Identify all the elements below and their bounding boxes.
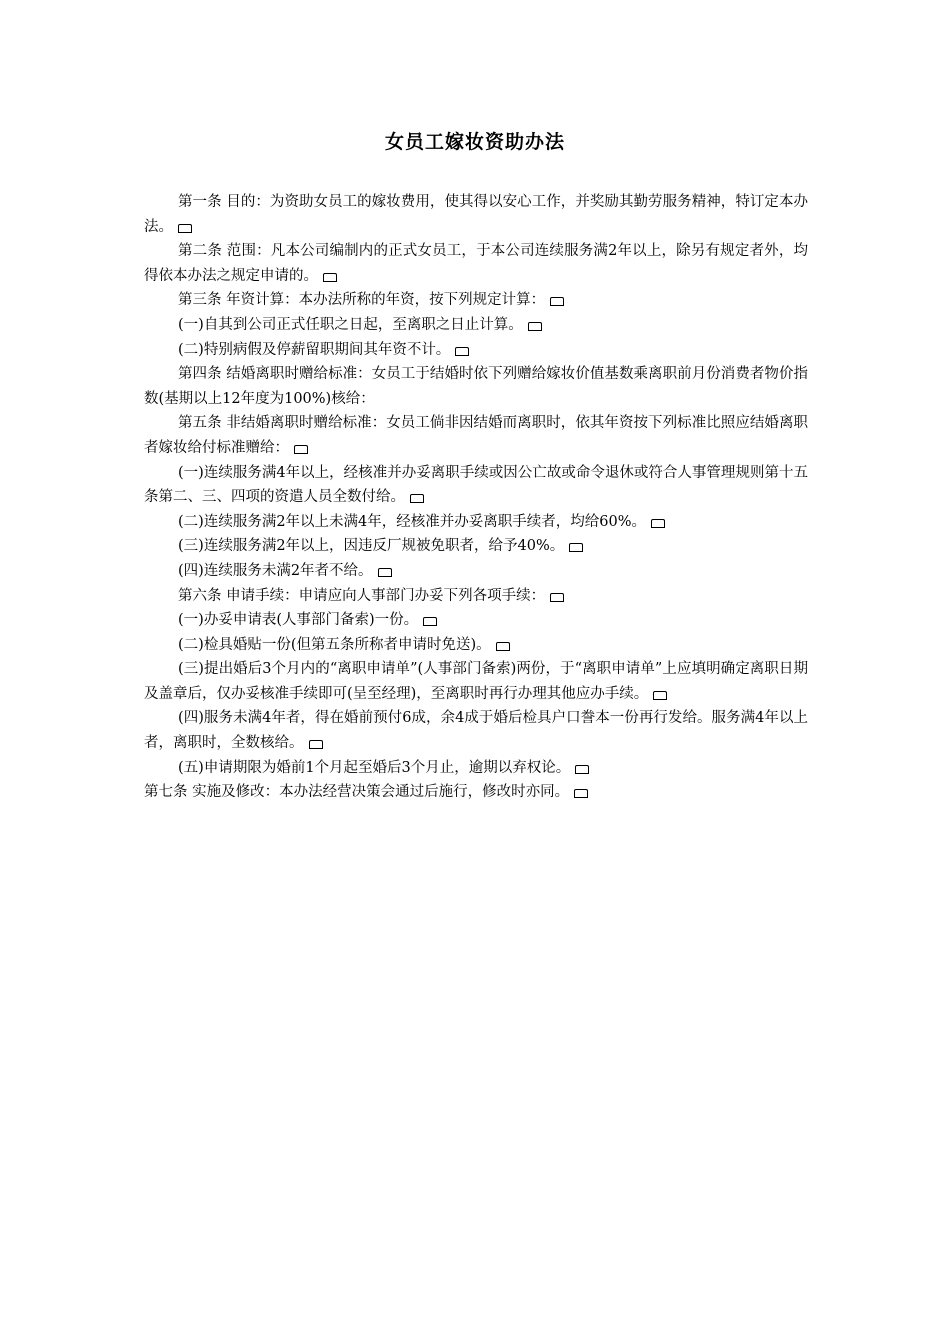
article-6-item-4-text: (四)服务未满4年者，得在婚前预付6成，余4成于婚后检具户口誊本一份再行发给。服务满4年以上者，离职时，全数核给。 — [144, 710, 808, 752]
article-7-text: 第七条 实施及修改：本办法经营决策会通过后施行，修改时亦同。 — [144, 784, 570, 801]
paragraph-mark-icon — [574, 789, 588, 797]
paragraph-mark-icon — [178, 224, 192, 232]
article-6-item-1-text: (一)办妥申请表(人事部门备索)一份。 — [178, 612, 419, 629]
article-4-text: 第四条 结婚离职时赠给标准：女员工于结婚时依下列赠给嫁妆价值基数乘离职前月份消费者物价指数(基期以上12年度为100%)核给： — [144, 366, 808, 407]
article-4 — [144, 362, 808, 411]
paragraph-mark-icon — [569, 543, 583, 551]
article-5-item-4 — [144, 559, 808, 584]
article-2-text: 第二条 范围：凡本公司编制内的正式女员工，于本公司连续服务满2年以上，除另有规定者外，均得依本办法之规定申请的。 — [144, 243, 808, 284]
article-3-item-2-text: (二)特别病假及停薪留职期间其年资不计。 — [178, 341, 451, 358]
article-6-item-2-text: (二)检具婚贴一份(但第五条所称者申请时免送)。 — [178, 636, 491, 653]
article-6-item-3 — [144, 657, 808, 706]
article-5-item-2-text: (二)连续服务满2年以上未满4年，经核准并办妥离职手续者，均给60%。 — [178, 513, 646, 530]
article-2 — [144, 239, 808, 288]
article-1-text: 第一条 目的：为资助女员工的嫁妆费用，使其得以安心工作，并奖励其勤劳服务精神，特订定本办法。 — [144, 194, 808, 235]
paragraph-mark-icon — [309, 740, 323, 748]
document-title: 女员工嫁妆资助办法 — [384, 131, 565, 153]
paragraph-mark-icon — [528, 322, 542, 330]
article-6-item-5-text: (五)申请期限为婚前1个月起至婚后3个月止，逾期以弃权论。 — [178, 759, 571, 776]
paragraph-mark-icon — [378, 568, 392, 576]
article-6-item-2 — [144, 633, 808, 658]
article-3-item-1 — [144, 313, 808, 338]
article-5-text: 第五条 非结婚离职时赠给标准：女员工倘非因结婚而离职时，依其年资按下列标准比照应结婚离职者嫁妆给付标准赠给： — [144, 415, 808, 456]
paragraph-mark-icon — [423, 617, 437, 625]
article-5-item-2 — [144, 510, 808, 535]
article-5 — [144, 411, 808, 460]
article-1 — [144, 190, 808, 239]
article-7 — [144, 780, 808, 805]
paragraph-mark-icon — [496, 642, 510, 650]
paragraph-mark-icon — [410, 494, 424, 502]
article-3 — [144, 288, 808, 313]
paragraph-mark-icon — [294, 445, 308, 453]
article-3-item-1-text: (一)自其到公司正式任职之日起，至离职之日止计算。 — [178, 316, 523, 333]
article-5-item-3-text: (三)连续服务满2年以上，因违反厂规被免职者，给予40%。 — [178, 538, 565, 555]
article-5-item-4-text: (四)连续服务未满2年者不给。 — [178, 562, 373, 579]
article-6 — [144, 584, 808, 609]
paragraph-mark-icon — [653, 691, 667, 699]
article-3-item-2 — [144, 338, 808, 363]
article-5-item-3 — [144, 534, 808, 559]
article-5-item-1 — [144, 461, 808, 510]
paragraph-mark-icon — [575, 765, 589, 773]
paragraph-mark-icon — [455, 347, 469, 355]
article-6-text: 第六条 申请手续：申请应向人事部门办妥下列各项手续： — [178, 587, 546, 604]
paragraph-mark-icon — [550, 593, 564, 601]
article-6-item-3-text: (三)提出婚后3个月内的“离职申请单”(人事部门备索)两份，于“离职申请单”上应填明确定离职日期及盖章后，仅办妥核准手续即可(呈至经理)，至离职时再行办理其他应办手续。 — [144, 661, 808, 702]
article-5-item-1-text: (一)连续服务满4年以上，经核准并办妥离职手续或因公亡故或命令退休或符合人事管理规则第十五条第二、三、四项的资遣人员全数付给。 — [144, 464, 808, 506]
document-body — [144, 190, 808, 805]
paragraph-mark-icon — [323, 273, 337, 281]
article-6-item-1 — [144, 608, 808, 633]
article-6-item-5 — [144, 756, 808, 781]
article-6-item-4 — [144, 706, 808, 755]
paragraph-mark-icon — [651, 519, 665, 527]
article-3-text: 第三条 年资计算：本办法所称的年资，按下列规定计算： — [178, 292, 546, 309]
paragraph-mark-icon — [550, 297, 564, 305]
